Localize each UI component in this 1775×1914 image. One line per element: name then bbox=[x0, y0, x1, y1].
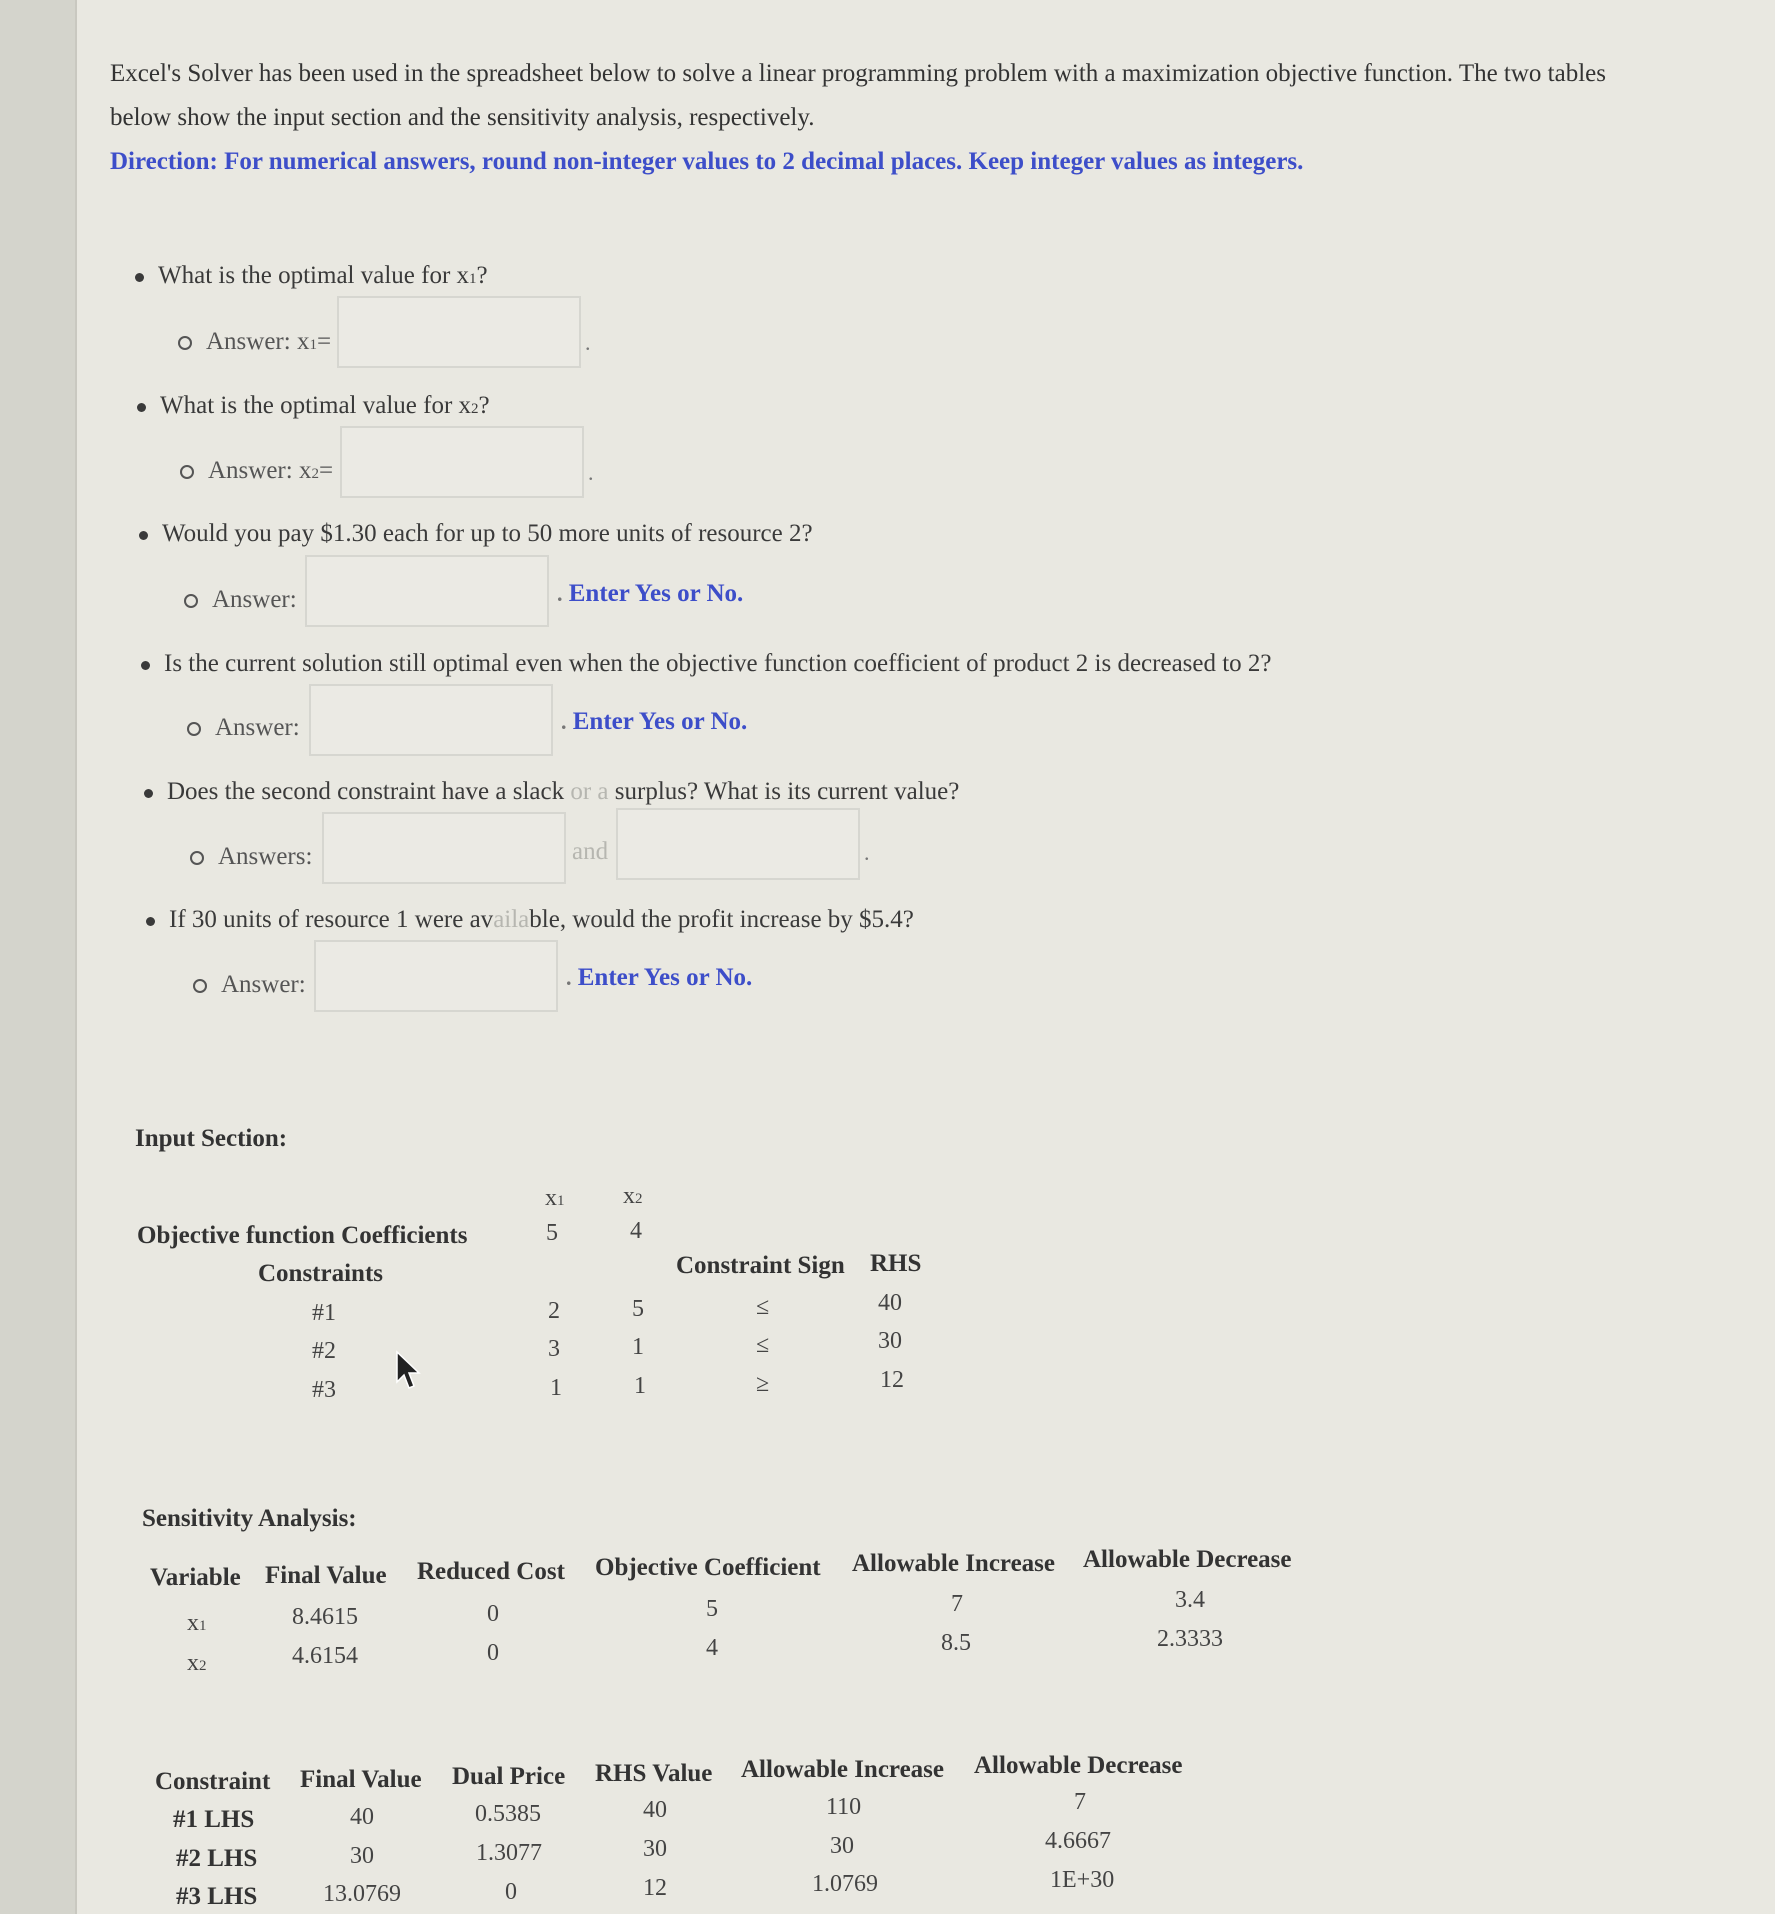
con-row-2-decrease: 4.6667 bbox=[1045, 1828, 1111, 1854]
constraint-3-rhs: 12 bbox=[880, 1367, 904, 1393]
var-header-x1: x1 bbox=[545, 1185, 565, 1211]
var-header-x2: x2 bbox=[623, 1183, 643, 1209]
answer-3-hint: . Enter Yes or No. bbox=[557, 580, 744, 607]
answer-6-input[interactable] bbox=[314, 940, 558, 1012]
answer-x1-input[interactable] bbox=[337, 296, 581, 368]
constraint-1-a1: 2 bbox=[548, 1298, 560, 1324]
constraint-1-a2: 5 bbox=[632, 1296, 644, 1322]
answer-4-input[interactable] bbox=[309, 684, 553, 756]
con-col-dual: Dual Price bbox=[452, 1763, 566, 1790]
answer-4-label: Answer: bbox=[187, 714, 300, 742]
bullet-icon bbox=[144, 789, 153, 798]
con-row-1-increase: 110 bbox=[826, 1794, 862, 1820]
objective-label: Objective function Coefficients bbox=[137, 1222, 468, 1249]
var-col-reduced: Reduced Cost bbox=[417, 1558, 565, 1585]
input-section-heading: Input Section: bbox=[135, 1125, 288, 1152]
sensitivity-heading: Sensitivity Analysis: bbox=[142, 1505, 357, 1532]
circle-bullet-icon bbox=[193, 979, 207, 993]
var-row-2-name: x2 bbox=[187, 1650, 207, 1676]
constraint-2-rhs: 30 bbox=[878, 1328, 902, 1354]
period: . bbox=[864, 840, 870, 865]
con-row-2-dual: 1.3077 bbox=[476, 1840, 542, 1866]
var-row-2-decrease: 2.3333 bbox=[1157, 1626, 1223, 1652]
var-col-decrease: Allowable Decrease bbox=[1083, 1546, 1292, 1573]
circle-bullet-icon bbox=[190, 851, 204, 865]
var-col-final: Final Value bbox=[265, 1562, 387, 1589]
question-5: Does the second constraint have a slack or a surplus? What is its current value? bbox=[144, 778, 959, 806]
var-row-2-increase: 8.5 bbox=[941, 1630, 971, 1656]
bullet-icon bbox=[135, 273, 144, 282]
question-2: What is the optimal value for x2? bbox=[137, 392, 490, 420]
con-row-1-dual: 0.5385 bbox=[475, 1801, 541, 1827]
constraint-1-name: #1 bbox=[312, 1300, 336, 1326]
con-row-2-increase: 30 bbox=[830, 1833, 854, 1859]
circle-bullet-icon bbox=[187, 722, 201, 736]
objective-coef-x1: 5 bbox=[546, 1220, 558, 1246]
con-row-2-rhs: 30 bbox=[643, 1836, 667, 1862]
answer-4-hint: . Enter Yes or No. bbox=[561, 708, 748, 735]
var-row-1-final: 8.4615 bbox=[292, 1604, 358, 1630]
answer-5-joiner: and bbox=[572, 838, 609, 865]
answer-5-input-value[interactable] bbox=[616, 808, 860, 880]
con-row-2-final: 30 bbox=[350, 1843, 374, 1869]
con-row-3-name: #3 LHS bbox=[176, 1883, 258, 1910]
period: . bbox=[585, 330, 591, 355]
con-col-increase: Allowable Increase bbox=[741, 1756, 944, 1783]
circle-bullet-icon bbox=[180, 465, 194, 479]
constraint-1-rhs: 40 bbox=[878, 1290, 902, 1316]
circle-bullet-icon bbox=[178, 336, 192, 350]
var-row-1-decrease: 3.4 bbox=[1175, 1587, 1205, 1613]
var-col-increase: Allowable Increase bbox=[852, 1550, 1055, 1577]
constraint-3-a2: 1 bbox=[634, 1373, 646, 1399]
constraint-1-sign: ≤ bbox=[756, 1294, 770, 1320]
answer-2-label: Answer: x2= bbox=[180, 457, 333, 485]
bullet-icon bbox=[137, 403, 146, 412]
intro-text: Excel's Solver has been used in the spreadsheet below to solve a linear programming problem with a maximization objective function. The two tables below show the input section and the sensitivity analysis, respectively. bbox=[110, 60, 1606, 131]
answer-x2-input[interactable] bbox=[340, 426, 584, 498]
question-4: Is the current solution still optimal even when the objective function coefficient of product 2 is decreased to 2? bbox=[141, 650, 1272, 678]
var-row-1-increase: 7 bbox=[951, 1591, 963, 1617]
con-row-2-name: #2 LHS bbox=[176, 1845, 258, 1872]
constraint-2-name: #2 bbox=[312, 1338, 336, 1364]
constraint-3-a1: 1 bbox=[550, 1375, 562, 1401]
period: . bbox=[588, 460, 594, 485]
con-row-3-increase: 1.0769 bbox=[812, 1871, 878, 1897]
objective-coef-x2: 4 bbox=[630, 1218, 642, 1244]
con-row-1-rhs: 40 bbox=[643, 1797, 667, 1823]
con-col-rhs: RHS Value bbox=[595, 1760, 713, 1787]
constraint-2-sign: ≤ bbox=[756, 1332, 770, 1358]
var-col-variable: Variable bbox=[150, 1564, 241, 1591]
con-col-constraint: Constraint bbox=[155, 1768, 271, 1795]
question-3: Would you pay $1.30 each for up to 50 more units of resource 2? bbox=[139, 520, 813, 548]
answer-5-input-type[interactable] bbox=[322, 812, 566, 884]
var-row-1-name: x1 bbox=[187, 1610, 207, 1636]
mouse-pointer-icon bbox=[395, 1350, 425, 1392]
var-row-2-final: 4.6154 bbox=[292, 1643, 358, 1669]
answer-1-label: Answer: x1= bbox=[178, 328, 331, 356]
con-row-3-decrease: 1E+30 bbox=[1050, 1867, 1115, 1893]
con-row-3-dual: 0 bbox=[505, 1879, 517, 1905]
con-row-3-rhs: 12 bbox=[643, 1875, 667, 1901]
var-col-objective: Objective Coefficient bbox=[595, 1554, 821, 1581]
answer-6-label: Answer: bbox=[193, 971, 306, 999]
rhs-label: RHS bbox=[870, 1250, 922, 1277]
con-row-1-decrease: 7 bbox=[1074, 1789, 1086, 1815]
constraints-label: Constraints bbox=[258, 1260, 384, 1287]
circle-bullet-icon bbox=[184, 594, 198, 608]
bullet-icon bbox=[146, 917, 155, 926]
answer-6-hint: . Enter Yes or No. bbox=[566, 964, 753, 991]
question-1: What is the optimal value for x1? bbox=[135, 262, 488, 290]
answer-3-label: Answer: bbox=[184, 586, 297, 614]
con-row-1-name: #1 LHS bbox=[173, 1806, 255, 1833]
constraint-2-a1: 3 bbox=[548, 1336, 560, 1362]
var-row-1-coef: 5 bbox=[706, 1596, 718, 1622]
question-6: If 30 units of resource 1 were available, would the profit increase by $5.4? bbox=[146, 906, 914, 934]
var-row-1-reduced: 0 bbox=[487, 1601, 499, 1627]
var-row-2-coef: 4 bbox=[706, 1635, 718, 1661]
direction-text: Direction: For numerical answers, round non-integer values to 2 decimal places. Keep integer values as integers. bbox=[110, 148, 1304, 175]
problem-intro bbox=[110, 52, 1670, 184]
con-col-decrease: Allowable Decrease bbox=[974, 1752, 1183, 1779]
con-col-final: Final Value bbox=[300, 1766, 422, 1793]
constraint-3-name: #3 bbox=[312, 1377, 336, 1403]
var-row-2-reduced: 0 bbox=[487, 1640, 499, 1666]
answer-5-label: Answers: bbox=[190, 843, 312, 871]
answer-3-input[interactable] bbox=[305, 555, 549, 627]
bullet-icon bbox=[139, 531, 148, 540]
con-row-3-final: 13.0769 bbox=[323, 1881, 401, 1907]
constraint-3-sign: ≥ bbox=[756, 1371, 770, 1397]
constraint-2-a2: 1 bbox=[632, 1334, 644, 1360]
con-row-1-final: 40 bbox=[350, 1804, 374, 1830]
bullet-icon bbox=[141, 661, 150, 670]
constraint-sign-label: Constraint Sign bbox=[676, 1252, 845, 1279]
